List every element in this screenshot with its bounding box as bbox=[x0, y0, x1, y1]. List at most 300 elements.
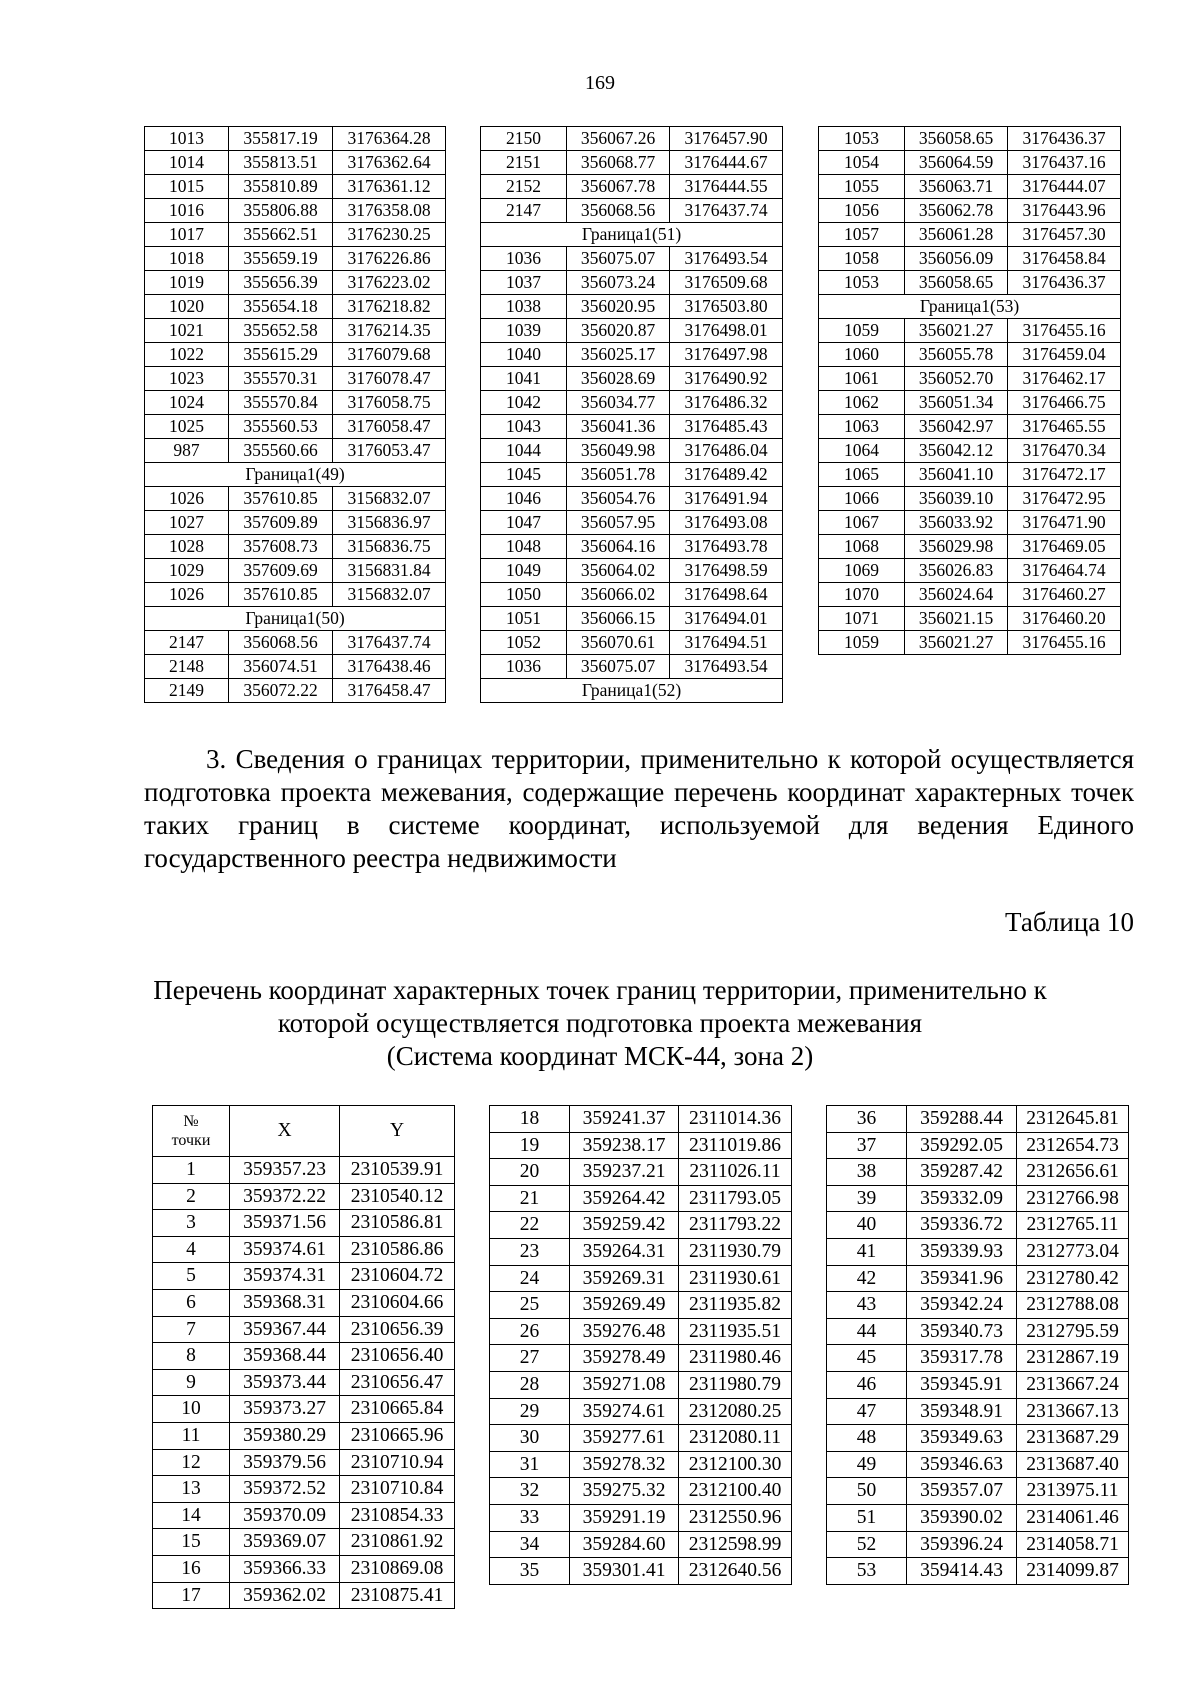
header-y: Y bbox=[340, 1106, 455, 1157]
table-row bbox=[819, 223, 1121, 247]
x-coordinate-cell: 359373.27 bbox=[230, 1396, 340, 1423]
point-number-cell: 12 bbox=[153, 1449, 230, 1476]
table-row bbox=[819, 151, 1121, 175]
y-coordinate-cell: 3156831.84 bbox=[333, 559, 446, 583]
x-coordinate-cell: 356061.28 bbox=[905, 223, 1008, 247]
y-coordinate-cell: 2312780.42 bbox=[1017, 1265, 1129, 1292]
point-number-cell: 2 bbox=[153, 1183, 230, 1210]
y-coordinate-cell: 2310539.91 bbox=[340, 1157, 455, 1184]
table-row bbox=[827, 1558, 1129, 1585]
point-number-cell: 18 bbox=[490, 1106, 570, 1133]
point-number-cell: 1020 bbox=[145, 295, 229, 319]
table-row bbox=[827, 1425, 1129, 1452]
y-coordinate-cell: 2310854.33 bbox=[340, 1502, 455, 1529]
table-row bbox=[819, 559, 1121, 583]
table-row bbox=[481, 151, 783, 175]
x-coordinate-cell: 357610.85 bbox=[229, 487, 333, 511]
table-row bbox=[145, 367, 446, 391]
point-number-cell: 43 bbox=[827, 1292, 907, 1319]
table-row bbox=[153, 1369, 455, 1396]
table-row bbox=[145, 415, 446, 439]
x-coordinate-cell: 356024.64 bbox=[905, 583, 1008, 607]
y-coordinate-cell: 3176436.37 bbox=[1008, 271, 1121, 295]
point-number-cell: 1058 bbox=[819, 247, 905, 271]
x-coordinate-cell: 359237.21 bbox=[570, 1159, 679, 1186]
boundary-label: Граница1(52) bbox=[481, 679, 783, 703]
x-coordinate-cell: 356062.78 bbox=[905, 199, 1008, 223]
point-number-cell: 1060 bbox=[819, 343, 905, 367]
y-coordinate-cell: 3176458.84 bbox=[1008, 247, 1121, 271]
x-coordinate-cell: 356064.02 bbox=[567, 559, 670, 583]
x-coordinate-cell: 356033.92 bbox=[905, 511, 1008, 535]
y-coordinate-cell: 2311935.51 bbox=[679, 1318, 792, 1345]
y-coordinate-cell: 3176491.94 bbox=[670, 487, 783, 511]
x-coordinate-cell: 356056.09 bbox=[905, 247, 1008, 271]
table-row bbox=[153, 1289, 455, 1316]
point-number-cell: 9 bbox=[153, 1369, 230, 1396]
point-number-cell: 5 bbox=[153, 1263, 230, 1290]
x-coordinate-cell: 356020.95 bbox=[567, 295, 670, 319]
y-coordinate-cell: 2313975.11 bbox=[1017, 1478, 1129, 1505]
y-coordinate-cell: 3176437.74 bbox=[333, 631, 446, 655]
table-row bbox=[145, 583, 446, 607]
header-point-number bbox=[153, 1106, 230, 1157]
x-coordinate-cell: 359291.19 bbox=[570, 1504, 679, 1531]
point-number-cell: 1065 bbox=[819, 463, 905, 487]
x-coordinate-cell: 356039.10 bbox=[905, 487, 1008, 511]
y-coordinate-cell: 3176469.05 bbox=[1008, 535, 1121, 559]
point-number-cell: 20 bbox=[490, 1159, 570, 1186]
y-coordinate-cell: 2312645.81 bbox=[1017, 1106, 1129, 1133]
table-row bbox=[490, 1106, 792, 1133]
x-coordinate-cell: 356075.07 bbox=[567, 247, 670, 271]
x-coordinate-cell: 359259.42 bbox=[570, 1212, 679, 1239]
table-row bbox=[145, 295, 446, 319]
x-coordinate-cell: 359339.93 bbox=[907, 1238, 1017, 1265]
table-row bbox=[481, 607, 783, 631]
table-row bbox=[481, 319, 783, 343]
x-coordinate-cell: 357610.85 bbox=[229, 583, 333, 607]
table-row bbox=[819, 247, 1121, 271]
table-row bbox=[153, 1236, 455, 1263]
x-coordinate-cell: 359332.09 bbox=[907, 1185, 1017, 1212]
x-coordinate-cell: 356073.24 bbox=[567, 271, 670, 295]
table-row bbox=[153, 1316, 455, 1343]
x-coordinate-cell: 359292.05 bbox=[907, 1132, 1017, 1159]
table-row bbox=[490, 1185, 792, 1212]
y-coordinate-cell: 3176361.12 bbox=[333, 175, 446, 199]
table-row bbox=[153, 1157, 455, 1184]
x-coordinate-cell: 356020.87 bbox=[567, 319, 670, 343]
msk44-coordinates-table-3 bbox=[826, 1105, 1129, 1585]
y-coordinate-cell: 2310665.84 bbox=[340, 1396, 455, 1423]
point-number-cell: 1056 bbox=[819, 199, 905, 223]
table-row bbox=[819, 199, 1121, 223]
point-number-cell: 1067 bbox=[819, 511, 905, 535]
table-row bbox=[145, 223, 446, 247]
point-number-cell: 2148 bbox=[145, 655, 229, 679]
point-number-cell: 1046 bbox=[481, 487, 567, 511]
table-row bbox=[819, 487, 1121, 511]
point-number-cell: 1047 bbox=[481, 511, 567, 535]
table-row bbox=[819, 271, 1121, 295]
y-coordinate-cell: 3176466.75 bbox=[1008, 391, 1121, 415]
point-number-cell: 41 bbox=[827, 1238, 907, 1265]
y-coordinate-cell: 2312656.61 bbox=[1017, 1159, 1129, 1186]
point-number-cell: 46 bbox=[827, 1371, 907, 1398]
x-coordinate-cell: 357608.73 bbox=[229, 535, 333, 559]
x-coordinate-cell: 356041.10 bbox=[905, 463, 1008, 487]
point-number-cell: 1025 bbox=[145, 415, 229, 439]
point-number-cell: 1041 bbox=[481, 367, 567, 391]
table-row bbox=[153, 1343, 455, 1370]
table-row bbox=[481, 487, 783, 511]
point-number-cell: 31 bbox=[490, 1451, 570, 1478]
table-row bbox=[153, 1183, 455, 1210]
y-coordinate-cell: 2311014.36 bbox=[679, 1106, 792, 1133]
x-coordinate-cell: 357609.69 bbox=[229, 559, 333, 583]
table-row bbox=[827, 1398, 1129, 1425]
point-number-cell: 1018 bbox=[145, 247, 229, 271]
point-number-cell: 6 bbox=[153, 1289, 230, 1316]
point-number-cell: 53 bbox=[827, 1558, 907, 1585]
y-coordinate-cell: 3176464.74 bbox=[1008, 559, 1121, 583]
y-coordinate-cell: 3176358.08 bbox=[333, 199, 446, 223]
y-coordinate-cell: 2312640.56 bbox=[679, 1558, 792, 1585]
x-coordinate-cell: 356070.61 bbox=[567, 631, 670, 655]
table-row bbox=[481, 583, 783, 607]
x-coordinate-cell: 355813.51 bbox=[229, 151, 333, 175]
y-coordinate-cell: 3176486.04 bbox=[670, 439, 783, 463]
table-row bbox=[819, 175, 1121, 199]
header-point-label: точки bbox=[171, 1132, 211, 1149]
point-number-cell: 16 bbox=[153, 1555, 230, 1582]
boundary-label: Граница1(50) bbox=[145, 607, 446, 631]
table-row bbox=[819, 415, 1121, 439]
x-coordinate-cell: 356063.71 bbox=[905, 175, 1008, 199]
y-coordinate-cell: 3176503.80 bbox=[670, 295, 783, 319]
y-coordinate-cell: 3176226.86 bbox=[333, 247, 446, 271]
point-number-cell: 1050 bbox=[481, 583, 567, 607]
table-title-line-1: Перечень координат характерных точек границ территории, применительно к bbox=[153, 975, 1047, 1005]
y-coordinate-cell: 3176362.64 bbox=[333, 151, 446, 175]
x-coordinate-cell: 355560.66 bbox=[229, 439, 333, 463]
y-coordinate-cell: 2312100.30 bbox=[679, 1451, 792, 1478]
x-coordinate-cell: 356058.65 bbox=[905, 271, 1008, 295]
coordinates-table-2 bbox=[480, 126, 783, 703]
y-coordinate-cell: 3176462.17 bbox=[1008, 367, 1121, 391]
table-row bbox=[481, 295, 783, 319]
y-coordinate-cell: 3176486.32 bbox=[670, 391, 783, 415]
point-number-cell: 1071 bbox=[819, 607, 905, 631]
table-row bbox=[819, 343, 1121, 367]
x-coordinate-cell: 359372.22 bbox=[230, 1183, 340, 1210]
y-coordinate-cell: 3176498.01 bbox=[670, 319, 783, 343]
x-coordinate-cell: 356021.27 bbox=[905, 319, 1008, 343]
y-coordinate-cell: 3176498.59 bbox=[670, 559, 783, 583]
y-coordinate-cell: 2310875.41 bbox=[340, 1582, 455, 1609]
table-row bbox=[490, 1345, 792, 1372]
point-number-cell: 38 bbox=[827, 1159, 907, 1186]
x-coordinate-cell: 355817.19 bbox=[229, 127, 333, 151]
x-coordinate-cell: 356072.22 bbox=[229, 679, 333, 703]
y-coordinate-cell: 2313667.24 bbox=[1017, 1371, 1129, 1398]
y-coordinate-cell: 2310710.84 bbox=[340, 1476, 455, 1503]
y-coordinate-cell: 3176472.17 bbox=[1008, 463, 1121, 487]
point-number-cell: 1043 bbox=[481, 415, 567, 439]
x-coordinate-cell: 359374.61 bbox=[230, 1236, 340, 1263]
point-number-cell: 49 bbox=[827, 1451, 907, 1478]
x-coordinate-cell: 356058.65 bbox=[905, 127, 1008, 151]
table-row bbox=[481, 535, 783, 559]
point-number-cell: 1063 bbox=[819, 415, 905, 439]
x-coordinate-cell: 359336.72 bbox=[907, 1212, 1017, 1239]
header-row bbox=[153, 1106, 455, 1157]
y-coordinate-cell: 2314061.46 bbox=[1017, 1504, 1129, 1531]
y-coordinate-cell: 3176494.51 bbox=[670, 631, 783, 655]
y-coordinate-cell: 3176444.55 bbox=[670, 175, 783, 199]
table-row bbox=[145, 631, 446, 655]
point-number-cell: 1036 bbox=[481, 655, 567, 679]
point-number-cell: 17 bbox=[153, 1582, 230, 1609]
x-coordinate-cell: 356026.83 bbox=[905, 559, 1008, 583]
x-coordinate-cell: 359241.37 bbox=[570, 1106, 679, 1133]
y-coordinate-cell: 2312550.96 bbox=[679, 1504, 792, 1531]
point-number-cell: 1068 bbox=[819, 535, 905, 559]
x-coordinate-cell: 359357.07 bbox=[907, 1478, 1017, 1505]
point-number-cell: 1017 bbox=[145, 223, 229, 247]
x-coordinate-cell: 359264.31 bbox=[570, 1238, 679, 1265]
point-number-cell: 987 bbox=[145, 439, 229, 463]
x-coordinate-cell: 356066.02 bbox=[567, 583, 670, 607]
y-coordinate-cell: 2312598.99 bbox=[679, 1531, 792, 1558]
point-number-cell: 21 bbox=[490, 1185, 570, 1212]
y-coordinate-cell: 2311019.86 bbox=[679, 1132, 792, 1159]
point-number-cell: 51 bbox=[827, 1504, 907, 1531]
table-row bbox=[481, 463, 783, 487]
point-number-cell: 1021 bbox=[145, 319, 229, 343]
table-row bbox=[145, 487, 446, 511]
table-row bbox=[490, 1558, 792, 1585]
x-coordinate-cell: 355652.58 bbox=[229, 319, 333, 343]
x-coordinate-cell: 355806.88 bbox=[229, 199, 333, 223]
table-row bbox=[153, 1582, 455, 1609]
y-coordinate-cell: 2312765.11 bbox=[1017, 1212, 1129, 1239]
table-row bbox=[819, 367, 1121, 391]
table-row bbox=[827, 1451, 1129, 1478]
table-row bbox=[145, 319, 446, 343]
y-coordinate-cell: 2311026.11 bbox=[679, 1159, 792, 1186]
point-number-cell: 1040 bbox=[481, 343, 567, 367]
point-number-cell: 28 bbox=[490, 1371, 570, 1398]
table-row bbox=[490, 1292, 792, 1319]
point-number-cell: 19 bbox=[490, 1132, 570, 1159]
table-row bbox=[827, 1265, 1129, 1292]
y-coordinate-cell: 2313667.13 bbox=[1017, 1398, 1129, 1425]
y-coordinate-cell: 3176470.34 bbox=[1008, 439, 1121, 463]
y-coordinate-cell: 3176455.16 bbox=[1008, 319, 1121, 343]
y-coordinate-cell: 2311793.22 bbox=[679, 1212, 792, 1239]
y-coordinate-cell: 3176471.90 bbox=[1008, 511, 1121, 535]
boundary-label-row bbox=[481, 223, 783, 247]
point-number-cell: 1053 bbox=[819, 127, 905, 151]
x-coordinate-cell: 356067.26 bbox=[567, 127, 670, 151]
y-coordinate-cell: 2312654.73 bbox=[1017, 1132, 1129, 1159]
y-coordinate-cell: 3176460.20 bbox=[1008, 607, 1121, 631]
table-row bbox=[827, 1371, 1129, 1398]
y-coordinate-cell: 3176058.75 bbox=[333, 391, 446, 415]
table-row bbox=[481, 199, 783, 223]
table-row bbox=[145, 535, 446, 559]
y-coordinate-cell: 3176465.55 bbox=[1008, 415, 1121, 439]
table-row bbox=[827, 1504, 1129, 1531]
point-number-cell: 1026 bbox=[145, 583, 229, 607]
x-coordinate-cell: 359373.44 bbox=[230, 1369, 340, 1396]
x-coordinate-cell: 359357.23 bbox=[230, 1157, 340, 1184]
point-number-cell: 42 bbox=[827, 1265, 907, 1292]
x-coordinate-cell: 356049.98 bbox=[567, 439, 670, 463]
table-row bbox=[819, 319, 1121, 343]
x-coordinate-cell: 359274.61 bbox=[570, 1398, 679, 1425]
point-number-cell: 7 bbox=[153, 1316, 230, 1343]
x-coordinate-cell: 359380.29 bbox=[230, 1422, 340, 1449]
y-coordinate-cell: 3176438.46 bbox=[333, 655, 446, 679]
table-row bbox=[481, 367, 783, 391]
y-coordinate-cell: 3176436.37 bbox=[1008, 127, 1121, 151]
y-coordinate-cell: 2310656.39 bbox=[340, 1316, 455, 1343]
x-coordinate-cell: 356028.69 bbox=[567, 367, 670, 391]
table-title-line-2: которой осуществляется подготовка проекта межевания bbox=[277, 1008, 923, 1038]
x-coordinate-cell: 356041.36 bbox=[567, 415, 670, 439]
point-number-cell: 1013 bbox=[145, 127, 229, 151]
point-number-cell: 1059 bbox=[819, 631, 905, 655]
point-number-cell: 4 bbox=[153, 1236, 230, 1263]
table-row bbox=[490, 1371, 792, 1398]
y-coordinate-cell: 3176459.04 bbox=[1008, 343, 1121, 367]
y-coordinate-cell: 3176460.27 bbox=[1008, 583, 1121, 607]
point-number-cell: 25 bbox=[490, 1292, 570, 1319]
point-number-cell: 37 bbox=[827, 1132, 907, 1159]
x-coordinate-cell: 359276.48 bbox=[570, 1318, 679, 1345]
x-coordinate-cell: 359379.56 bbox=[230, 1449, 340, 1476]
x-coordinate-cell: 356021.27 bbox=[905, 631, 1008, 655]
y-coordinate-cell: 3176498.64 bbox=[670, 583, 783, 607]
y-coordinate-cell: 2313687.40 bbox=[1017, 1451, 1129, 1478]
x-coordinate-cell: 359396.24 bbox=[907, 1531, 1017, 1558]
x-coordinate-cell: 356075.07 bbox=[567, 655, 670, 679]
point-number-cell: 34 bbox=[490, 1531, 570, 1558]
point-number-cell: 30 bbox=[490, 1425, 570, 1452]
x-coordinate-cell: 356055.78 bbox=[905, 343, 1008, 367]
x-coordinate-cell: 356051.34 bbox=[905, 391, 1008, 415]
x-coordinate-cell: 359340.73 bbox=[907, 1318, 1017, 1345]
y-coordinate-cell: 2312766.98 bbox=[1017, 1185, 1129, 1212]
y-coordinate-cell: 3176489.42 bbox=[670, 463, 783, 487]
y-coordinate-cell: 2312867.19 bbox=[1017, 1345, 1129, 1372]
table-row bbox=[819, 583, 1121, 607]
point-number-cell: 48 bbox=[827, 1425, 907, 1452]
y-coordinate-cell: 3176058.47 bbox=[333, 415, 446, 439]
x-coordinate-cell: 355615.29 bbox=[229, 343, 333, 367]
point-number-cell: 45 bbox=[827, 1345, 907, 1372]
point-number-cell: 1042 bbox=[481, 391, 567, 415]
x-coordinate-cell: 359278.32 bbox=[570, 1451, 679, 1478]
table-row bbox=[490, 1478, 792, 1505]
x-coordinate-cell: 355656.39 bbox=[229, 271, 333, 295]
point-number-cell: 1069 bbox=[819, 559, 905, 583]
point-number-cell: 29 bbox=[490, 1398, 570, 1425]
y-coordinate-cell: 3176493.54 bbox=[670, 655, 783, 679]
table-row bbox=[490, 1132, 792, 1159]
table-row bbox=[145, 199, 446, 223]
point-number-cell: 1039 bbox=[481, 319, 567, 343]
table-row bbox=[819, 127, 1121, 151]
y-coordinate-cell: 2311980.46 bbox=[679, 1345, 792, 1372]
point-number-cell: 2147 bbox=[481, 199, 567, 223]
table-row bbox=[145, 271, 446, 295]
point-number-cell: 1038 bbox=[481, 295, 567, 319]
y-coordinate-cell: 3176079.68 bbox=[333, 343, 446, 367]
x-coordinate-cell: 356054.76 bbox=[567, 487, 670, 511]
table-row bbox=[827, 1212, 1129, 1239]
x-coordinate-cell: 356066.15 bbox=[567, 607, 670, 631]
point-number-cell: 27 bbox=[490, 1345, 570, 1372]
point-number-cell: 1 bbox=[153, 1157, 230, 1184]
x-coordinate-cell: 359368.44 bbox=[230, 1343, 340, 1370]
point-number-cell: 23 bbox=[490, 1238, 570, 1265]
point-number-cell: 2152 bbox=[481, 175, 567, 199]
table-row bbox=[145, 127, 446, 151]
x-coordinate-cell: 359288.44 bbox=[907, 1106, 1017, 1133]
point-number-cell: 32 bbox=[490, 1478, 570, 1505]
header-x: X bbox=[230, 1106, 340, 1157]
x-coordinate-cell: 356068.56 bbox=[229, 631, 333, 655]
x-coordinate-cell: 359372.52 bbox=[230, 1476, 340, 1503]
x-coordinate-cell: 356029.98 bbox=[905, 535, 1008, 559]
x-coordinate-cell: 356042.12 bbox=[905, 439, 1008, 463]
y-coordinate-cell: 2313687.29 bbox=[1017, 1425, 1129, 1452]
msk44-coordinates-table-1 bbox=[152, 1105, 455, 1609]
boundary-label: Граница1(51) bbox=[481, 223, 783, 247]
y-coordinate-cell: 2311793.05 bbox=[679, 1185, 792, 1212]
table-row bbox=[145, 343, 446, 367]
point-number-cell: 1028 bbox=[145, 535, 229, 559]
y-coordinate-cell: 3176472.95 bbox=[1008, 487, 1121, 511]
table-row bbox=[490, 1238, 792, 1265]
point-number-cell: 1014 bbox=[145, 151, 229, 175]
x-coordinate-cell: 356064.59 bbox=[905, 151, 1008, 175]
table-row bbox=[153, 1476, 455, 1503]
x-coordinate-cell: 359317.78 bbox=[907, 1345, 1017, 1372]
y-coordinate-cell: 2310861.92 bbox=[340, 1529, 455, 1556]
point-number-cell: 1029 bbox=[145, 559, 229, 583]
table-row bbox=[490, 1212, 792, 1239]
y-coordinate-cell: 2312080.11 bbox=[679, 1425, 792, 1452]
x-coordinate-cell: 355659.19 bbox=[229, 247, 333, 271]
x-coordinate-cell: 355662.51 bbox=[229, 223, 333, 247]
table-row bbox=[481, 175, 783, 199]
y-coordinate-cell: 3156836.75 bbox=[333, 535, 446, 559]
table-row bbox=[481, 247, 783, 271]
coordinates-table-1 bbox=[144, 126, 446, 703]
table-row bbox=[490, 1318, 792, 1345]
table-row bbox=[481, 415, 783, 439]
x-coordinate-cell: 359366.33 bbox=[230, 1555, 340, 1582]
y-coordinate-cell: 2314099.87 bbox=[1017, 1558, 1129, 1585]
y-coordinate-cell: 2310710.94 bbox=[340, 1449, 455, 1476]
point-number-cell: 1016 bbox=[145, 199, 229, 223]
point-number-cell: 44 bbox=[827, 1318, 907, 1345]
